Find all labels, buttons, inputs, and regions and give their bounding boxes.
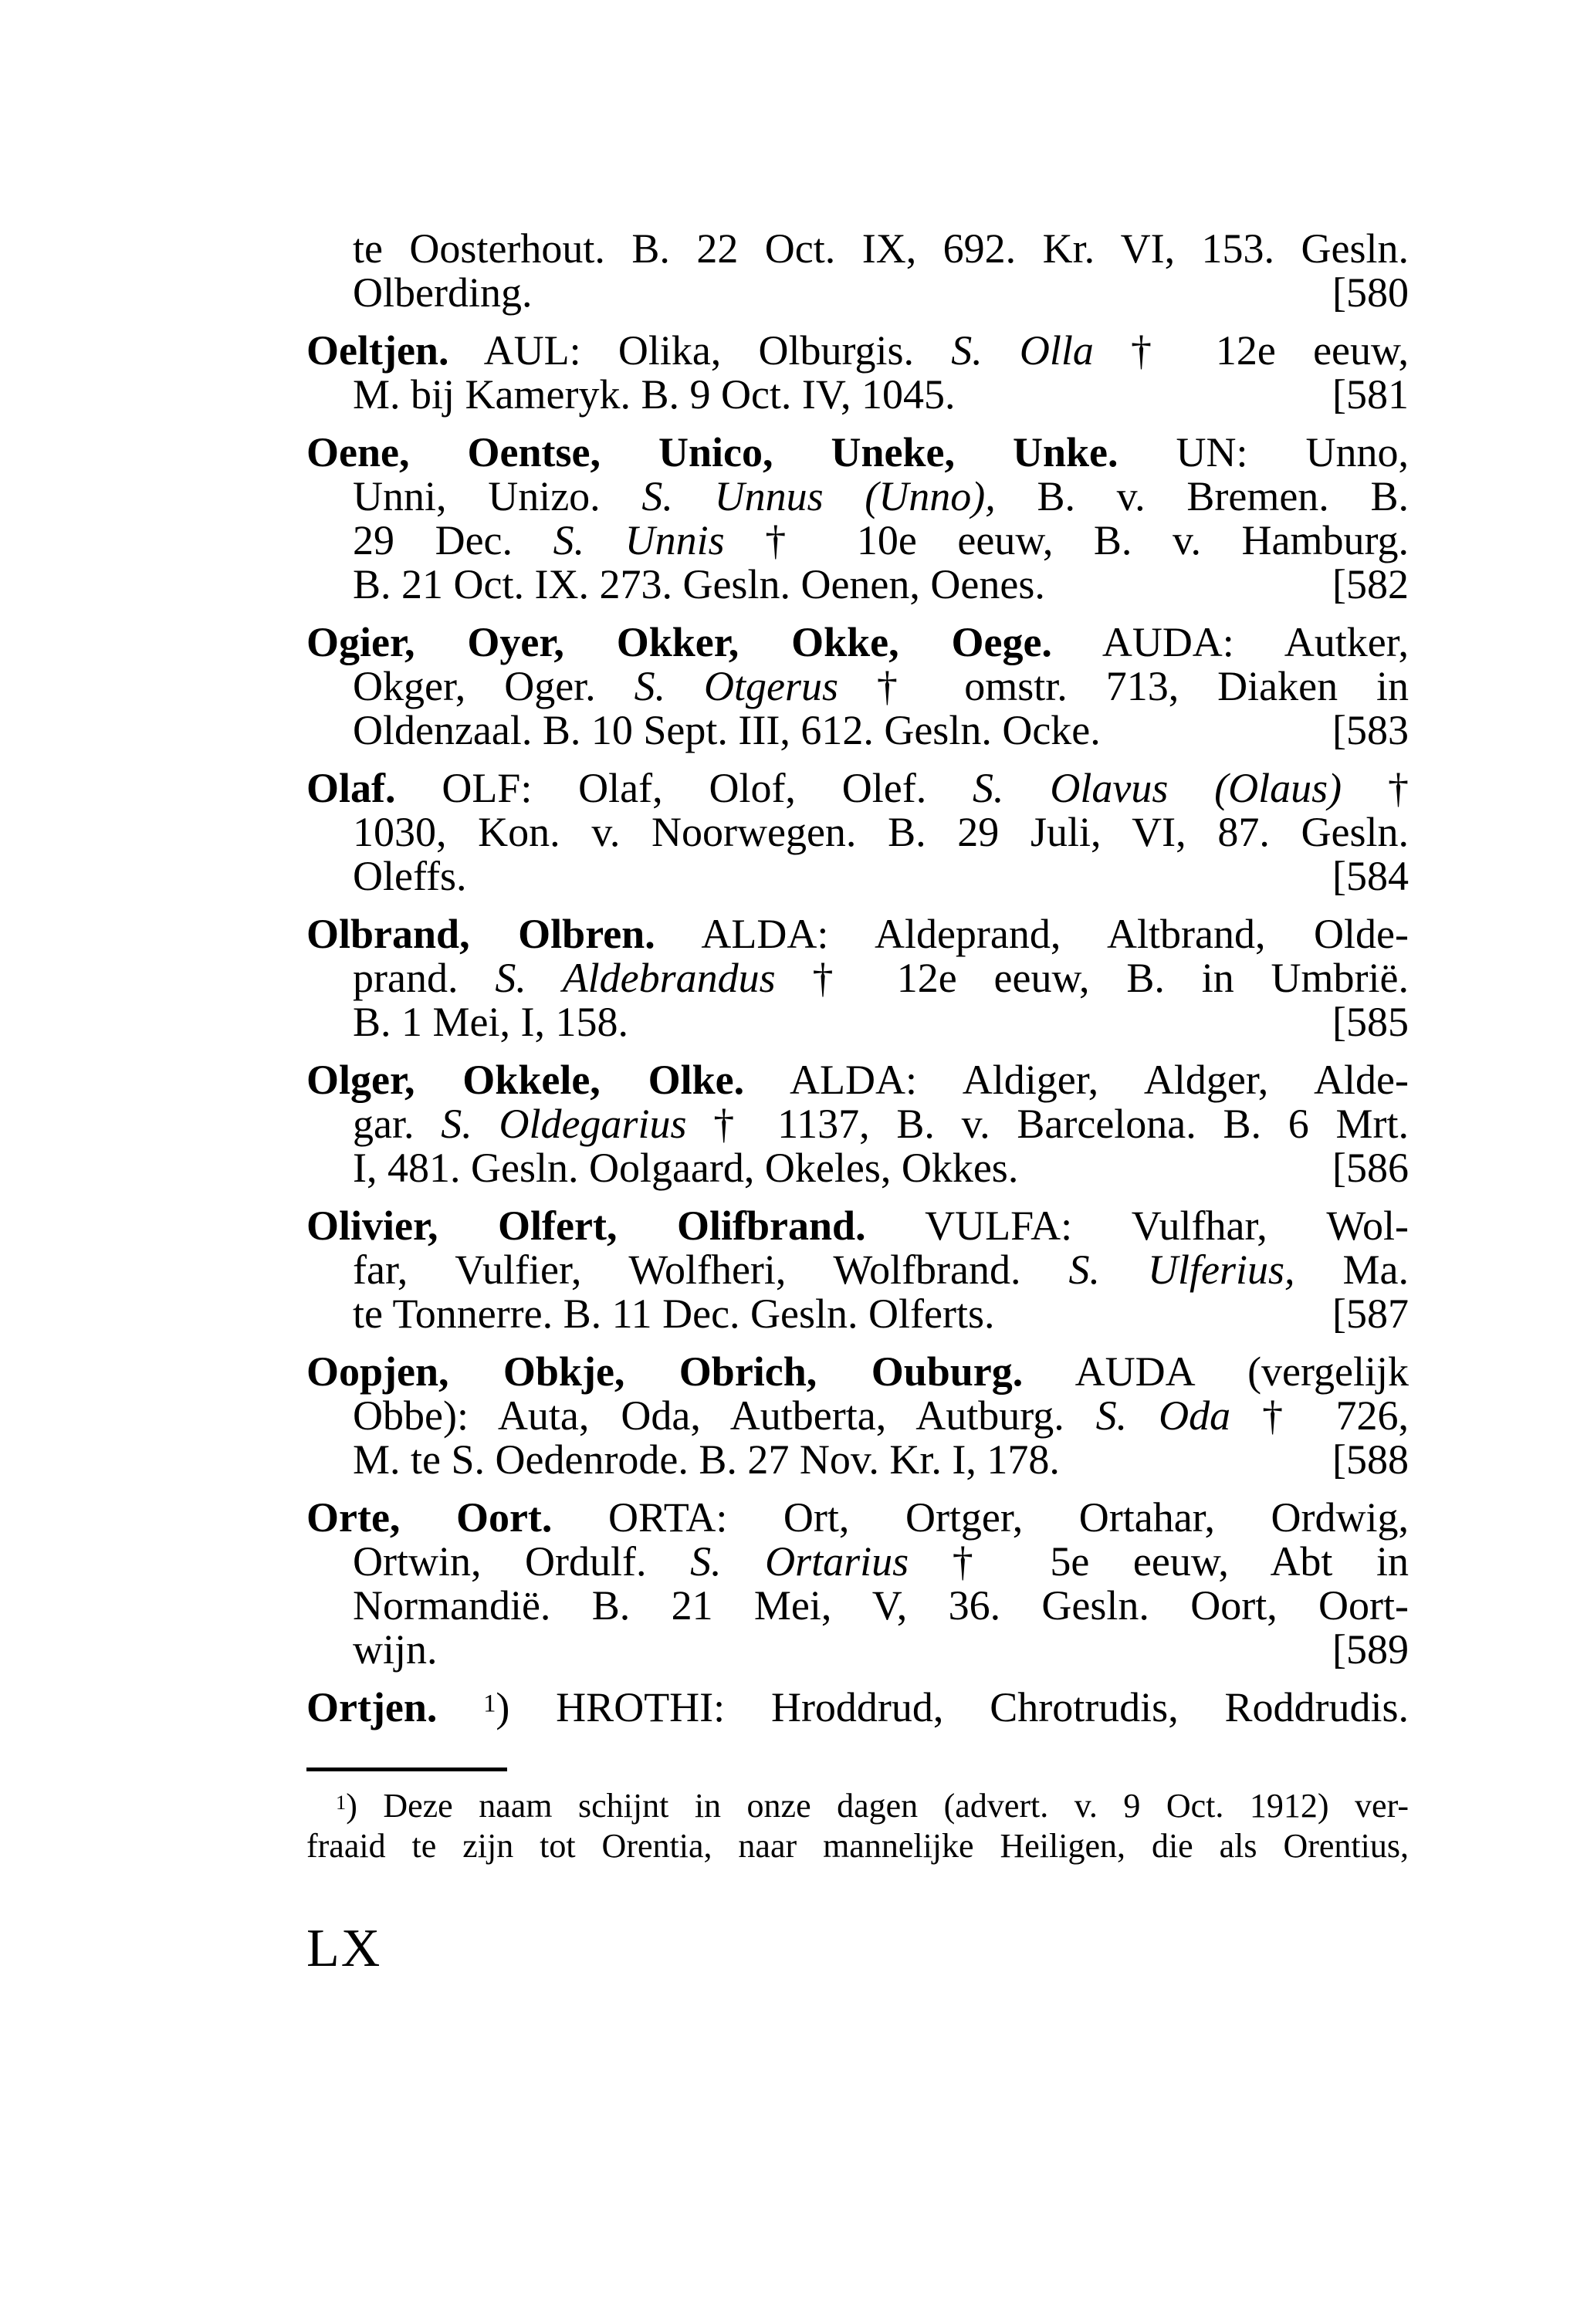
body-text: M. bij Kameryk. B. 9 Oct. IV, 1045. <box>353 371 956 418</box>
dictionary-entry <box>306 621 1409 753</box>
body-text: I, 481. Gesln. Oolgaard, Okeles, Okkes. <box>353 1145 1019 1191</box>
entry-number: [583 <box>1332 707 1409 753</box>
body-text: 1030, Kon. v. Noorwegen. B. 29 Juli, VI, 87. Gesln. <box>353 809 1409 855</box>
entry-line <box>306 665 1409 709</box>
body-text: Olberding. <box>353 269 533 316</box>
latin-name-text: S. Ortarius <box>690 1538 909 1585</box>
body-text: prand. <box>353 955 496 1001</box>
footnote-marker: 1 <box>336 1790 347 1814</box>
entry-line <box>306 621 1409 665</box>
latin-name-text: S. Olavus (Olaus) <box>973 765 1342 811</box>
headword-text: Olaf. <box>306 765 396 811</box>
latin-name-text: S. Oldegarius <box>441 1101 687 1147</box>
entry-line <box>306 1686 1409 1730</box>
footnote-separator <box>306 1768 507 1771</box>
entry-line <box>306 912 1409 956</box>
entry-line <box>306 431 1409 475</box>
body-text: OLF: Olaf, Olof, Olef. <box>395 765 973 811</box>
body-text: UN: Unno, <box>1118 429 1409 475</box>
entry-line <box>306 1248 1409 1292</box>
body-text: AUDA: Autker, <box>1051 619 1409 665</box>
entries-list <box>306 227 1409 1730</box>
body-text: ) HROTHI: Hroddrud, Chrotrudis, Roddrudis. <box>496 1684 1409 1730</box>
body-text: Normandië. B. 21 Mei, V, 36. Gesln. Oort, Oort- <box>353 1582 1409 1629</box>
body-text: B. 21 Oct. IX. 273. Gesln. Oenen, Oenes. <box>353 561 1045 607</box>
entry-number: [580 <box>1332 269 1409 316</box>
text-column <box>306 227 1409 1976</box>
headword-text: Olbrand, Olbren. <box>306 911 655 957</box>
body-text: Unni, Unizo. <box>353 473 642 519</box>
entry-line <box>306 1204 1409 1248</box>
dictionary-entry <box>306 766 1409 898</box>
body-text: te Oosterhout. B. 22 Oct. IX, 692. Kr. VI, 153. Gesln. <box>353 225 1409 272</box>
body-text: † 1137, B. v. Barcelona. B. 6 Mrt. <box>686 1101 1409 1147</box>
entry-number: [582 <box>1332 561 1409 607</box>
entry-line <box>306 1000 1409 1044</box>
footnote-marker: 1 <box>483 1690 496 1718</box>
entry-line <box>306 1292 1409 1336</box>
body-text: far, Vulfier, Wolfheri, Wolfbrand. <box>353 1247 1069 1293</box>
entry-line <box>306 1628 1409 1672</box>
body-text: Ma. <box>1294 1247 1409 1293</box>
headword-text: Orte, Oort. <box>306 1494 553 1541</box>
entry-line <box>306 475 1409 519</box>
body-text: B. v. Bremen. B. <box>995 473 1409 519</box>
entry-number: [587 <box>1332 1291 1409 1337</box>
entry-line <box>306 956 1409 1000</box>
body-text: † 10e eeuw, B. v. Hamburg. <box>724 517 1409 563</box>
entry-number: [581 <box>1332 371 1409 418</box>
entry-line <box>306 519 1409 563</box>
body-text: † 5e eeuw, Abt in <box>909 1538 1409 1585</box>
entry-line <box>306 1102 1409 1146</box>
latin-name-text: S. Unnis <box>553 517 725 563</box>
body-text: † 726, <box>1230 1392 1409 1439</box>
dictionary-entry <box>306 1350 1409 1482</box>
entry-number: [586 <box>1332 1145 1409 1191</box>
entry-number: [585 <box>1332 999 1409 1045</box>
body-text: Obbe): Auta, Oda, Autberta, Autburg. <box>353 1392 1096 1439</box>
latin-name-text: S. Aldebrandus <box>495 955 776 1001</box>
dictionary-entry <box>306 1204 1409 1336</box>
body-text: Oldenzaal. B. 10 Sept. III, 612. Gesln. Ocke. <box>353 707 1101 753</box>
latin-name-text: S. Otgerus <box>634 663 839 709</box>
headword-text: Ogier, Oyer, Okker, Okke, Oege. <box>306 619 1052 665</box>
entry-number: [588 <box>1332 1436 1409 1483</box>
latin-name-text: S. Ulferius, <box>1068 1247 1295 1293</box>
entry-line <box>306 373 1409 417</box>
headword-text: Olivier, Olfert, Olifbrand. <box>306 1203 866 1249</box>
body-text: † 12e eeuw, <box>1093 327 1409 374</box>
entry-number: [589 <box>1332 1626 1409 1673</box>
entry-number: [584 <box>1332 853 1409 899</box>
footnote-line <box>306 1786 1409 1826</box>
headword-text: Oene, Oentse, Unico, Uneke, Unke. <box>306 429 1118 475</box>
body-text: AUL: Olika, Olburgis. <box>448 327 952 374</box>
entry-line <box>306 1540 1409 1584</box>
body-text: te Tonnerre. B. 11 Dec. Gesln. Olferts. <box>353 1291 995 1337</box>
entry-line <box>306 854 1409 898</box>
entry-line <box>306 1350 1409 1394</box>
body-text: Ortwin, Ordulf. <box>353 1538 691 1585</box>
dictionary-entry <box>306 912 1409 1044</box>
body-text: † omstr. 713, Diaken in <box>838 663 1409 709</box>
page-signature: LX <box>306 1919 382 1978</box>
latin-name-text: S. Oda <box>1095 1392 1231 1439</box>
body-text: B. 1 Mei, I, 158. <box>353 999 628 1045</box>
latin-name-text: S. Unnus (Unno), <box>641 473 996 519</box>
headword-text: Ortjen. <box>306 1684 484 1730</box>
entry-line <box>306 766 1409 810</box>
dictionary-entry <box>306 227 1409 315</box>
body-text: † <box>1342 765 1409 811</box>
body-text: VULFA: Vulfhar, Wol- <box>865 1203 1409 1249</box>
body-text: † 12e eeuw, B. in Umbrië. <box>775 955 1409 1001</box>
dictionary-entry <box>306 329 1409 417</box>
dictionary-entry <box>306 1496 1409 1672</box>
entry-line <box>306 1496 1409 1540</box>
entry-line <box>306 271 1409 315</box>
entry-line <box>306 1058 1409 1102</box>
body-text: Oleffs. <box>353 853 467 899</box>
entry-line <box>306 810 1409 854</box>
body-text: AUDA (vergelijk <box>1023 1348 1409 1395</box>
entry-line <box>306 709 1409 753</box>
latin-name-text: S. Olla <box>951 327 1094 374</box>
entry-line <box>306 1394 1409 1438</box>
body-text: ALDA: Aldeprand, Altbrand, Olde- <box>655 911 1409 957</box>
body-text: 29 Dec. <box>353 517 553 563</box>
entry-line <box>306 1438 1409 1482</box>
body-text: Okger, Oger. <box>353 663 635 709</box>
footnote-line <box>306 1826 1409 1866</box>
body-text: gar. <box>353 1101 442 1147</box>
body-text: ALDA: Aldiger, Aldger, Alde- <box>744 1057 1409 1103</box>
entry-line <box>306 1584 1409 1628</box>
headword-text: Olger, Okkele, Olke. <box>306 1057 745 1103</box>
entry-line <box>306 227 1409 271</box>
body-text: ORTA: Ort, Ortger, Ortahar, Ordwig, <box>552 1494 1409 1541</box>
body-text: fraaid te zijn tot Orentia, naar mannelijke Heiligen, die als Orentius, <box>306 1827 1409 1865</box>
body-text: M. te S. Oedenrode. B. 27 Nov. Kr. I, 178. <box>353 1436 1060 1483</box>
dictionary-entry <box>306 1686 1409 1730</box>
headword-text: Oeltjen. <box>306 327 449 374</box>
entry-line <box>306 329 1409 373</box>
entry-line <box>306 1146 1409 1190</box>
dictionary-entry <box>306 1058 1409 1190</box>
headword-text: Oopjen, Obkje, Obrich, Ouburg. <box>306 1348 1024 1395</box>
dictionary-entry <box>306 431 1409 607</box>
body-text: ) Deze naam schijnt in onze dagen (advert. v. 9 Oct. 1912) ver- <box>346 1787 1409 1825</box>
entry-line <box>306 563 1409 607</box>
footnote <box>306 1786 1409 1866</box>
body-text: wijn. <box>353 1626 438 1673</box>
